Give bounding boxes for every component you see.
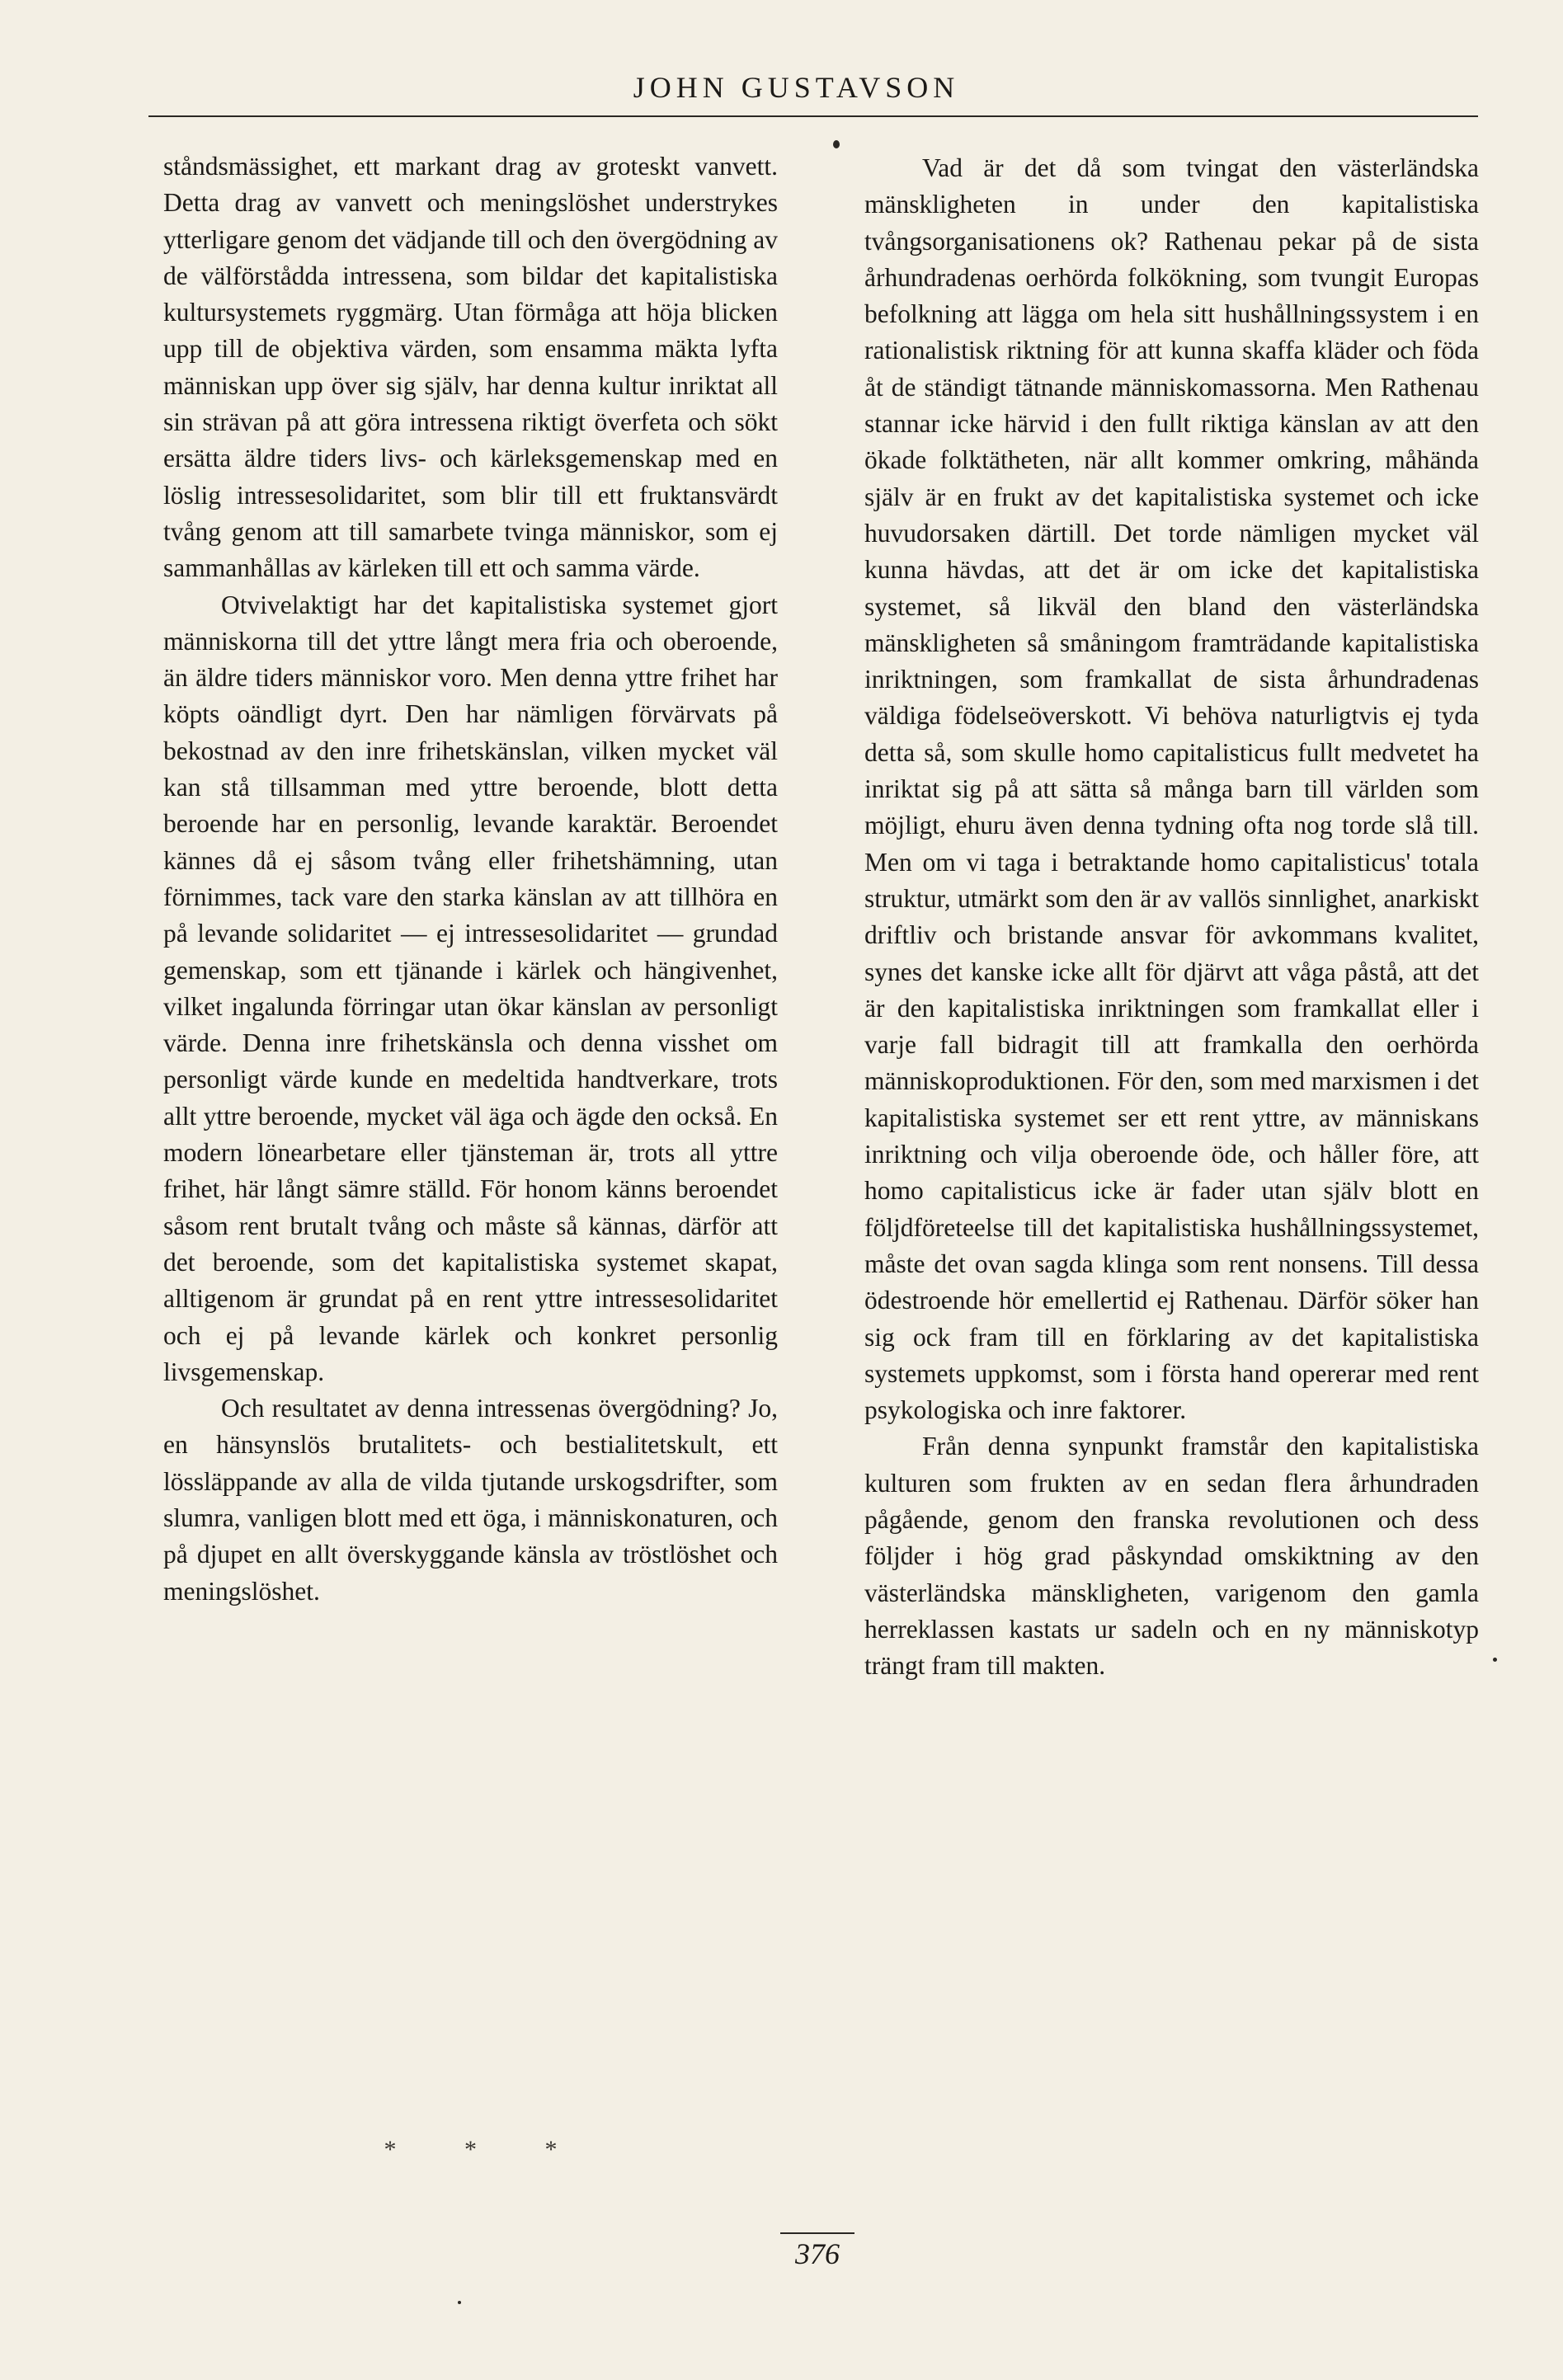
folio-rule bbox=[780, 2232, 854, 2234]
header-rule bbox=[148, 115, 1478, 117]
right-paragraph-2: Från denna synpunkt framstår den kapitalistiska kulturen som frukten av en sedan flera århundraden pågående, genom den franska revolutionen och dess följder i hög grad påskyndad omskiktning av den västerländska mänskligheten, varigenom den gamla herreklassen kastats ur sadeln och en ny människotyp trängt fram till makten. bbox=[864, 1432, 1479, 1681]
asterism-star-1: * bbox=[384, 2136, 397, 2163]
right-column bbox=[864, 150, 1479, 1684]
left-column bbox=[163, 148, 778, 1610]
right-paragraph-1: Vad är det då som tvingat den västerländska mänskligheten in under den kapitalistiska tvångsorganisationens ok? Rathenau pekar på de sista århundradenas oerhörda folkökning, som tvungit Europas befolkning att lägga om hela sitt hushållningssystem i en rationalistisk riktning för att kunna skaffa kläder och föda åt de ständigt tätnande människomassorna. Men Rathenau stannar icke härvid i den fullt riktiga känslan av att den ökade folktätheten, när allt kommer omkring, måhända själv är en frukt av det kapitalistiska systemet och icke huvudorsaken därtill. Det torde nämligen mycket väl kunna hävdas, att det är om icke det kapitalistiska systemet, så likväl den bland den västerländska mänskligheten så småningom framträdande kapitalistiska inriktningen, som framkallat de sista århundradenas väldiga födelseöverskott. Vi behöva naturligtvis ej tyda detta så, som skulle homo capitalisticus fullt medvetet ha inriktat sig på att sätta så många barn till världen som möjligt, ehuru även denna tydning ofta nog torde slå till. Men om vi taga i betraktande homo capitalisticus' totala struktur, utmärkt som den är av vallös sinnlighet, anarkiskt driftliv och bristande ansvar för avkommans kvalitet, synes det kanske icke allt för djärvt att våga påstå, att det är den kapitalistiska inriktningen som framkallat eller i varje fall bidragit till att framkalla den oerhörda människoproduktionen. För den, som med marxismen i det kapitalistiska systemet ser ett rent yttre, av människans inriktning och vilja oberoende öde, och håller före, att homo capitalisticus icke är fader utan själv blott en följdföreteelse till det kapitalistiska hushållningssystemet, måste det ovan sagda klinga som rent nonsens. Till dessa ödestroende hör emellertid ej Rathenau. Därför söker han sig ock fram till en förklaring av det kapitalistiska systemets uppkomst, som i första hand opererar med rent psykologiska och inre faktorer. bbox=[864, 153, 1479, 1425]
page-number: 376 bbox=[795, 2237, 840, 2270]
ink-speck bbox=[458, 2301, 461, 2304]
asterism-star-3: * bbox=[544, 2136, 558, 2163]
section-break-asterism bbox=[163, 2136, 778, 2164]
left-paragraph-2: Otvivelaktigt har det kapitalistiska systemet gjort människorna till det yttre långt mera fria och oberoende, än äldre tiders människor voro. Men denna yttre frihet har köpts oändligt dyrt. Den har nämligen förvärvats på bekostnad av den inre frihetskänslan, vilken mycket väl kan stå tillsamman med yttre beroende, blott detta beroende har en personlig, levande karaktär. Beroendet kännes då ej såsom tvång eller frihetshämning, utan förnimmes, tack vare den starka känslan av att tillhöra en på levande solidaritet — ej intressesolidaritet — grundad gemenskap, som ett tjänande i kärlek och hängivenhet, vilket ingalunda förringar utan ökar känslan av personligt värde. Denna inre frihetskänsla och denna visshet om personligt värde kunde en medeltida handtverkare, trots allt yttre beroende, mycket väl äga och ägde den också. En modern lönearbetare eller tjänsteman är, trots all yttre frihet, här långt sämre ställd. För honom känns beroendet såsom rent brutalt tvång och måste så kännas, därför att det beroende, som det kapitalistiska systemet skapat, alltigenom är grundat på en rent yttre intressesolidaritet och ej på levande kärlek och konkret personlig livsgemenskap. bbox=[163, 590, 778, 1386]
running-head: JOHN GUSTAVSON bbox=[633, 71, 960, 104]
ink-speck bbox=[833, 140, 840, 148]
asterism-star-2: * bbox=[464, 2136, 477, 2163]
left-paragraph-1: ståndsmässighet, ett markant drag av groteskt vanvett. Detta drag av vanvett och meningslöshet understrykes ytterligare genom det vädjande till och den övergödning av de välförstådda intressena, som bildar det kapitalistiska kultursystemets ryggmärg. Utan förmåga att höja blicken upp till de objektiva värden, som ensamma mäkta lyfta människan upp över sig själv, har denna kultur inriktat all sin strävan på att göra intressena riktigt överfeta och sökt ersätta äldre tiders livs- och kärleksgemenskap med en löslig intressesolidaritet, som blir till ett fruktansvärdt tvång genom att till samarbete tvinga människor, som ej sammanhållas av kärleken till ett och samma värde. bbox=[163, 152, 778, 583]
left-paragraph-3: Och resultatet av denna intressenas övergödning? Jo, en hänsynslös brutalitets- och bestialitetskult, ett lössläppande av alla de vilda tjutande urskogsdrifter, som slumra, vanligen blott med ett öga, i människonaturen, och på djupet en allt överskyggande känsla av tröstlöshet och meningslöshet. bbox=[163, 1394, 778, 1606]
ink-speck bbox=[1493, 1658, 1497, 1662]
